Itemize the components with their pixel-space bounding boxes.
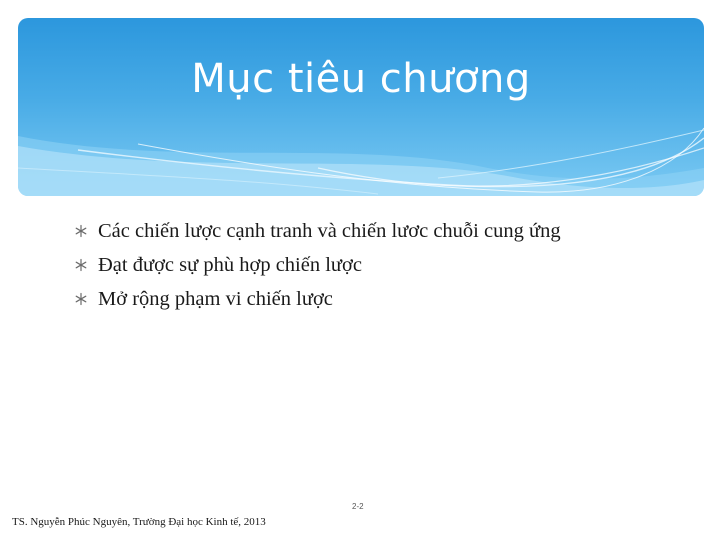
bullet-item bbox=[74, 249, 561, 283]
slide-title: Mục tiêu chương bbox=[191, 56, 531, 102]
bullet-text: Mở rộng phạm vi chiến lược bbox=[98, 288, 333, 310]
wave-decoration bbox=[18, 18, 704, 196]
bullet-text: Đạt được sự phù hợp chiến lược bbox=[98, 254, 362, 276]
bullet-text: Các chiến lược cạnh tranh và chiến lươc chuỗi cung ứng bbox=[98, 220, 561, 242]
asterisk-icon bbox=[74, 224, 88, 238]
bullet-item bbox=[74, 283, 561, 317]
asterisk-icon bbox=[74, 258, 88, 272]
asterisk-icon bbox=[74, 292, 88, 306]
bullet-list bbox=[74, 215, 561, 317]
page-number: 2-2 bbox=[352, 502, 364, 511]
title-banner bbox=[18, 18, 704, 196]
footer-credit: TS. Nguyễn Phúc Nguyên, Trường Đại học Kinh tế, 2013 bbox=[12, 516, 266, 528]
bullet-item bbox=[74, 215, 561, 249]
